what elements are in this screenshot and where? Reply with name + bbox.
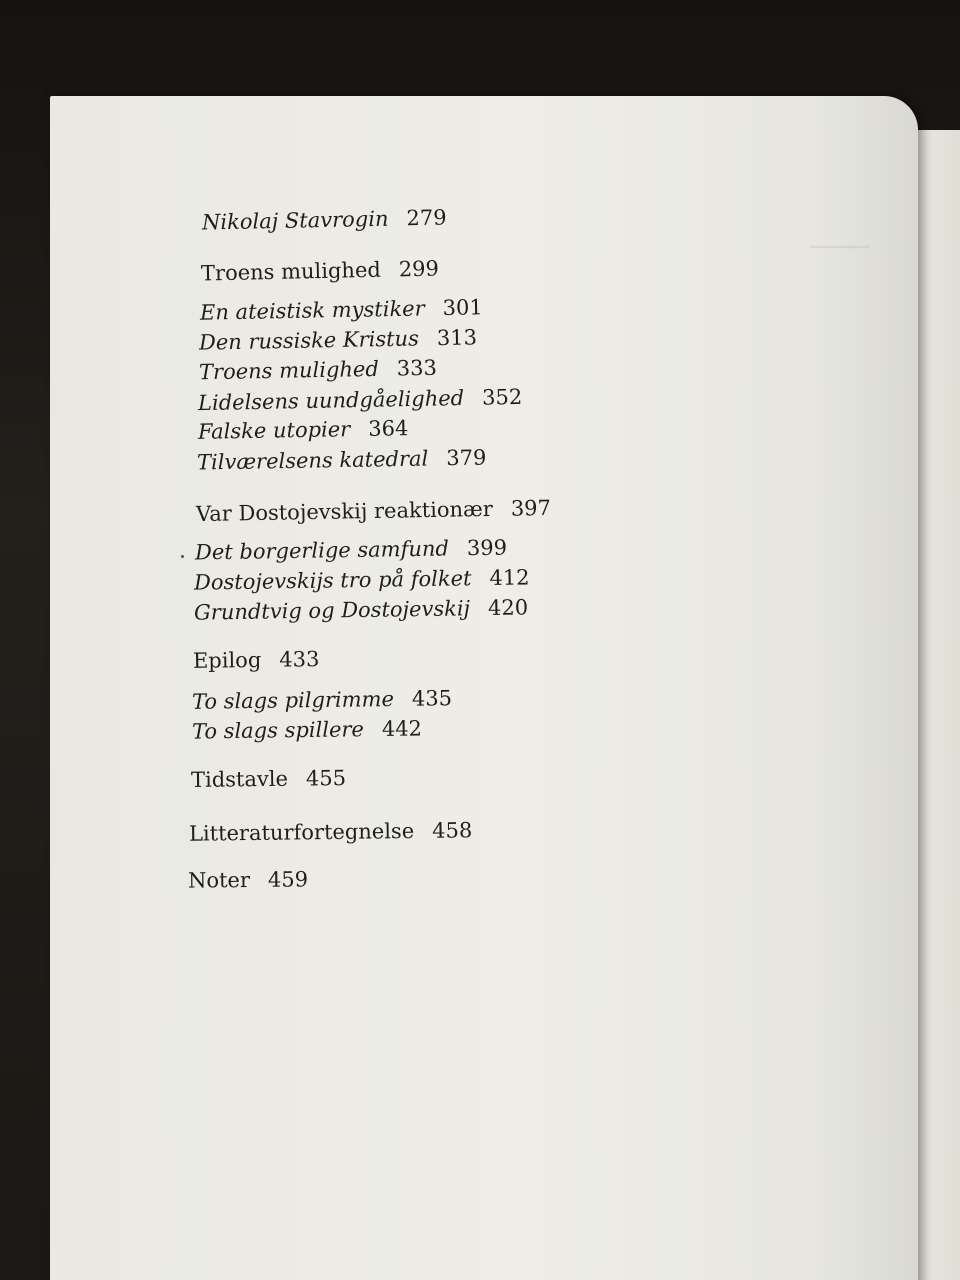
toc-entry-page: 333 [396, 355, 438, 381]
toc-entry [197, 445, 487, 474]
toc-entry-page: 301 [442, 295, 483, 321]
toc-entry [198, 416, 409, 444]
toc-entry-page: 364 [368, 416, 409, 441]
toc-entry [192, 686, 452, 714]
toc-entry-title: Grundtvig og Dostojevskij [193, 596, 471, 625]
toc-entry-page: 352 [481, 384, 523, 410]
toc-entry-page: 458 [432, 818, 473, 843]
toc-entry-title: Troens mulighed [198, 356, 380, 385]
toc-entry [193, 647, 320, 673]
table-of-contents [50, 96, 918, 1280]
toc-entry-page: 459 [267, 867, 309, 892]
toc-entry [196, 496, 551, 526]
toc-entry-page: 379 [446, 445, 487, 471]
toc-entry-title: Dostojevskijs tro på folket [193, 566, 472, 595]
toc-entry [192, 716, 422, 743]
toc-entry [199, 356, 437, 385]
toc-entry-page: 399 [466, 535, 508, 561]
toc-entry-page: 412 [489, 565, 530, 590]
toc-entry-title: Litteraturfortegnelse [188, 818, 415, 846]
toc-entry [202, 205, 447, 234]
toc-entry-title: Tidstavle [190, 766, 289, 792]
toc-entry-title: Nikolaj Stavrogin [201, 206, 389, 235]
toc-entry-title: Den russiske Kristus [198, 326, 420, 355]
toc-entry-title: Var Dostojevskij reaktionær [195, 496, 494, 527]
toc-entry [194, 565, 530, 594]
toc-entry-title: Troens mulighed [200, 257, 382, 286]
paper-speck [181, 555, 184, 558]
toc-entry-title: Lidelsens uundgåelighed [197, 386, 465, 416]
toc-entry-title: Noter [187, 867, 251, 893]
toc-entry [200, 295, 483, 324]
toc-entry-page: 442 [381, 716, 423, 741]
toc-entry-page: 279 [406, 205, 447, 231]
toc-entry-title: Falske utopier [197, 417, 351, 444]
toc-entry [199, 325, 477, 354]
toc-entry-title: To slags pilgrimme [191, 686, 395, 714]
toc-entry-title: En ateistisk mystiker [199, 296, 425, 325]
toc-entry-page: 313 [436, 325, 478, 351]
toc-entry [201, 257, 439, 286]
toc-entry [195, 536, 507, 565]
book-page [50, 96, 918, 1280]
toc-entry-page: 420 [487, 595, 529, 621]
toc-entry-page: 433 [279, 647, 320, 672]
toc-entry-page: 435 [411, 686, 453, 711]
toc-entry-page: 299 [398, 256, 440, 282]
toc-entry-title: Tilværelsens katedral [196, 446, 429, 475]
toc-entry [198, 385, 523, 415]
toc-entry [189, 818, 473, 845]
toc-entry [194, 595, 529, 624]
toc-entry-page: 397 [510, 495, 552, 521]
toc-entry-title: To slags spillere [191, 717, 365, 744]
toc-entry-title: Det borgerlige samfund [194, 536, 450, 565]
toc-entry-page: 455 [305, 766, 347, 791]
toc-entry [188, 867, 308, 892]
toc-entry [191, 766, 346, 792]
toc-entry-title: Epilog [192, 647, 262, 673]
